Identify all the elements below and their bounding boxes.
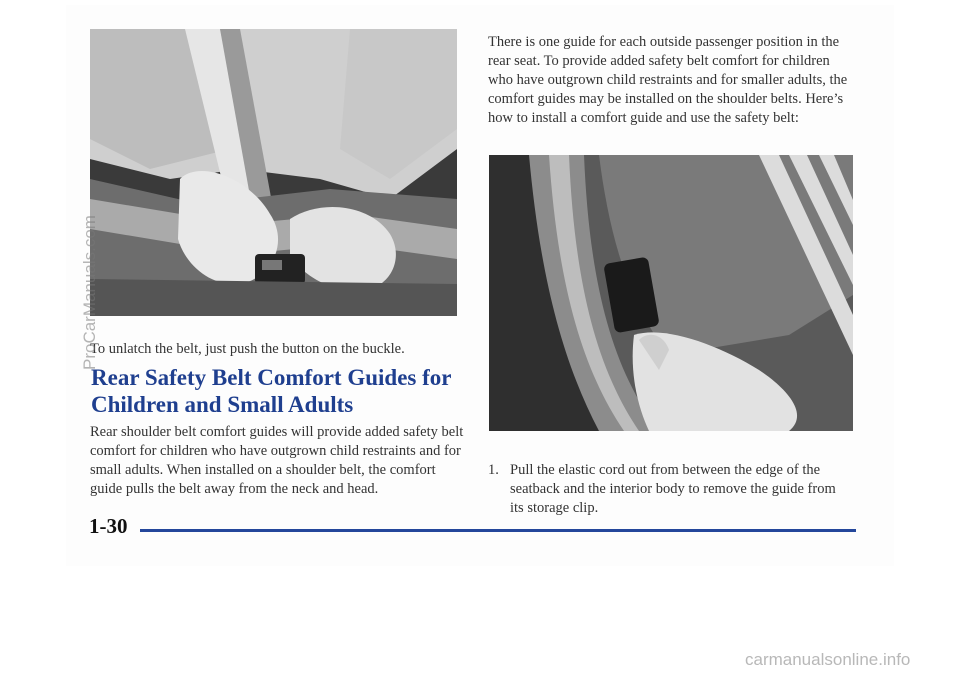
section-paragraph: Rear shoulder belt comfort guides will provide added safety belt comfort for children who have outgrown child restraints and for small adults. When installed on a shoulder belt, the comfort guide pulls the belt away from the neck and head.	[90, 424, 464, 497]
bottom-watermark: carmanualsonline.info	[745, 650, 911, 669]
page-number: 1-30	[89, 514, 128, 538]
step-number: 1.	[488, 462, 499, 478]
step-text: Pull the elastic cord out from between the edge of the seatback and the interior body to remove the guide from its storage clip.	[510, 462, 836, 516]
intro-paragraph: There is one guide for each outside passenger position in the rear seat. To provide added safety belt comfort for children who have outgrown child restraints and for smaller adults, the comfort guides may be installed on the shoulder belts. Here’s how to install a comfort guide and use the safety belt:	[488, 34, 848, 126]
comfort-guide-photo	[489, 155, 853, 431]
side-watermark: ProCarManuals.com	[80, 215, 99, 370]
section-heading: Rear Safety Belt Comfort Guides for Children and Small Adults	[91, 365, 452, 417]
figure-caption: To unlatch the belt, just push the button on the buckle.	[90, 341, 405, 357]
belt-buckle-photo	[90, 29, 457, 316]
footer-rule	[140, 529, 856, 532]
